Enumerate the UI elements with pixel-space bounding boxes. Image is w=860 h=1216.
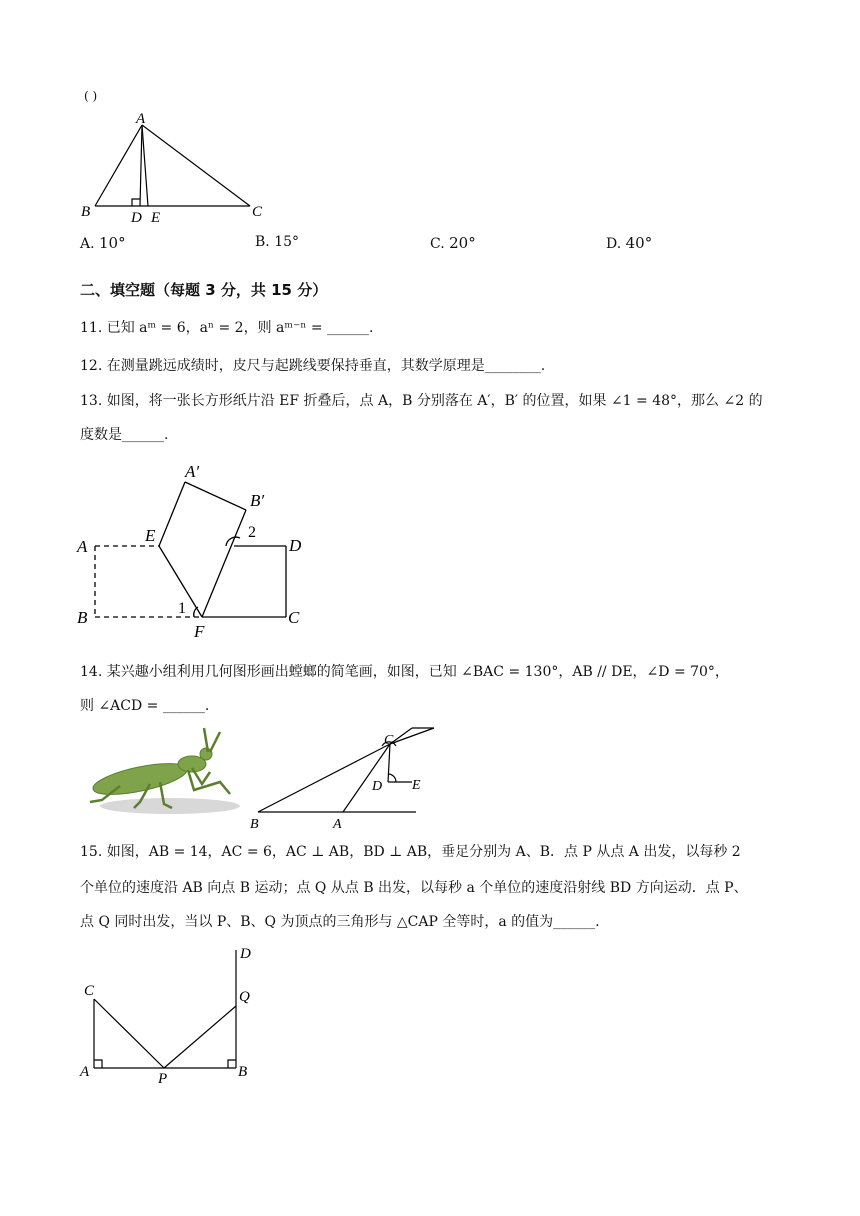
label-angle-1: 1 [178, 600, 186, 617]
label-B: B [238, 1064, 248, 1080]
label-C: C [84, 983, 95, 999]
option-a[interactable] [80, 234, 126, 252]
option-a-letter: A. [80, 236, 95, 252]
congruent-triangles-figure [76, 942, 276, 1087]
label-C: C [288, 608, 300, 627]
label-C: C [384, 733, 394, 748]
label-P: P [158, 1071, 168, 1087]
question-12: 12. 在测量跳远成绩时，皮尺与起跳线要保持垂直，其数学原理是________. [80, 358, 546, 374]
question-13-line1: 13. 如图，将一张长方形纸片沿 EF 折叠后，点 A，B 分别落在 A′，B′ 的位置，如果 ∠1 = 48°，那么 ∠2 的 [80, 393, 763, 409]
option-b-letter: B. [255, 234, 270, 250]
answer-paren: ( ) [84, 89, 98, 103]
label-A: A [80, 1064, 90, 1080]
label-D: D [289, 536, 302, 555]
label-D: D [372, 779, 383, 794]
folded-rectangle-figure [74, 455, 334, 645]
label-angle-2: 2 [248, 524, 256, 541]
label-B-prime: B′ [250, 491, 265, 510]
option-c[interactable] [430, 234, 476, 252]
question-13-line2: 度数是______. [80, 427, 169, 443]
label-A-prime: A′ [185, 462, 200, 481]
question-15-line2: 个单位的速度沿 AB 向点 B 运动；点 Q 从点 B 出发，以每秒 a 个单位的速度沿射线 BD 方向运动．点 P、 [80, 880, 748, 896]
label-E: E [151, 210, 161, 226]
label-E: E [145, 526, 156, 545]
option-d-letter: D. [606, 236, 622, 252]
question-14-line2: 则 ∠ACD = ______. [80, 698, 210, 714]
mantis-geometry-figure [244, 724, 444, 834]
option-c-value: 20° [449, 234, 476, 252]
option-c-letter: C. [430, 236, 445, 252]
section-title: 二、填空题（每题 3 分，共 15 分） [80, 281, 328, 299]
label-A: A [333, 817, 342, 832]
label-B: B [250, 817, 259, 832]
triangle-abc-figure [78, 108, 278, 228]
label-C: C [252, 204, 263, 220]
question-15-line3: 点 Q 同时出发，当以 P、B、Q 为顶点的三角形与 △CAP 全等时，a 的值为______. [80, 914, 600, 930]
label-B: B [81, 204, 91, 220]
label-E: E [412, 778, 421, 793]
option-a-value: 10° [99, 234, 126, 252]
label-A: A [136, 111, 146, 127]
label-D: D [240, 946, 251, 962]
label-B: B [77, 608, 88, 627]
label-Q: Q [239, 989, 250, 1005]
label-A: A [77, 537, 88, 556]
question-11: 11. 已知 aᵐ = 6，aⁿ = 2，则 aᵐ⁻ⁿ = ______. [80, 320, 374, 336]
option-b-value: 15° [274, 234, 300, 250]
option-b[interactable] [255, 234, 299, 250]
question-14-line1: 14. 某兴趣小组利用几何图形画出螳螂的简笔画，如图，已知 ∠BAC = 130°，AB // DE，∠D = 70°， [80, 664, 729, 680]
label-D: D [131, 210, 142, 226]
option-d[interactable] [606, 234, 652, 252]
mantis-photo [80, 724, 250, 824]
question-15-line1: 15. 如图，AB = 14，AC = 6，AC ⊥ AB，BD ⊥ AB，垂足分别为 A、B．点 P 从点 A 出发，以每秒 2 [80, 844, 741, 860]
option-d-value: 40° [625, 234, 653, 252]
label-F: F [194, 622, 205, 641]
